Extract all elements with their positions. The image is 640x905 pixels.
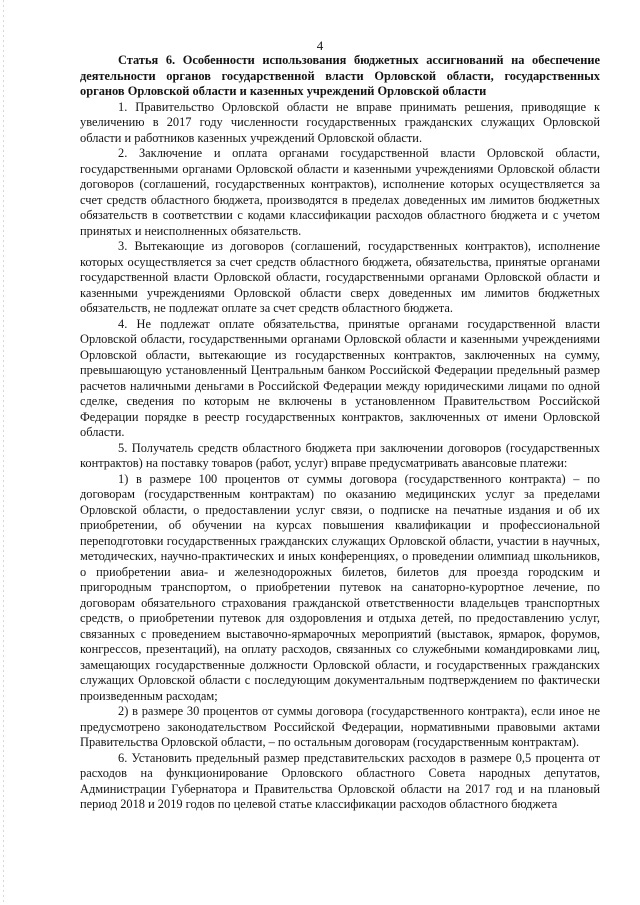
paragraph-5-item-1: 1) в размере 100 процентов от суммы договора (государственного контракта) – по договорам (государственным контрактам) по оказанию медицинских услуг за пределами Орловской области, о предоставлении услуг связи, о подписке на печатные издания и об их приобретении, об обучении на курсах повышения квалификации и профессиональной переподготовки государственных гражданских служащих Орловской области, участии в научных, методических, научно-практических и иных конференциях, о проведении олимпиад школьников, о приобретении авиа- и железнодорожных билетов, билетов для проезда городским и пригородным транспортом, о приобретении путевок на санаторно-курортное лечение, по договорам обязательного страхования гражданской ответственности владельцев транспортных средств, о приобретении путевок для оздоровления и отдыха детей, по предоставлению услуг, связанных с проведением выставочно-ярмарочных мероприятий (выставок, ярмарок, форумов, конгрессов, презентаций), на оплату расходов, связанных со служебными командировками лиц, замещающих государственные должности Орловской области, и государственных гражданских служащих Орловской области с последующим документальным подтверждением по фактически произведенным расходам; [80,471,600,703]
article-heading: Статья 6. Особенности использования бюджетных ассигнований на обеспечение деятельности органов государственной власти Орловской области, государственных органов Орловской области и казенных учреждений Орловской области [80,53,600,98]
page-number: 4 [316,38,324,53]
paragraph-6: 6. Установить предельный размер представительских расходов в размере 0,5 процента от расходов на функционирование Орловского областного Совета народных депутатов, Администрации Губернатора и Правительства Орловской области на 2017 год и на плановый период 2018 и 2019 годов по целевой статье классификации расходов областного бюджета [80,750,600,811]
scan-edge-line [3,0,4,905]
article-content [80,53,600,813]
paragraph-3: 3. Вытекающие из договоров (соглашений, государственных контрактов), исполнение которых осуществляется за счет средств областного бюджета, обязательства, принятые органами государственной власти Орловской области, государственными органами Орловской области и казенными учреждениями Орловской области сверх доведенных им лимитов бюджетных обязательств, не подлежат оплате за счет средств областного бюджета. [80,239,600,315]
paragraph-4: 4. Не подлежат оплате обязательства, принятые органами государственной власти Орловской области, государственными органами Орловской области и казенными учреждениями Орловской области, вытекающие из государственных контрактов, заключенных на сумму, превышающую установленный Центральным банком Российской Федерации предельный размер расчетов наличными деньгами в Российской Федерации между юридическими лицами по одной сделке, сведения по которым не включены в установленном Правительством Российской Федерации порядке в реестр государственных контрактов, заключенных от имени Орловской области. [80,316,600,439]
paragraph-1: 1. Правительство Орловской области не вправе принимать решения, приводящие к увеличению в 2017 году численности государственных гражданских служащих Орловской области и работников казенных учреждений Орловской области. [80,99,600,145]
paragraph-5: 5. Получатель средств областного бюджета при заключении договоров (государственных контрактов) на поставку товаров (работ, услуг) вправе предусматривать авансовые платежи: [80,440,600,470]
paragraph-5-item-2: 2) в размере 30 процентов от суммы договора (государственного контракта), если иное не предусмотрено законодательством Российской Федерации, нормативными правовыми актами Правительства Орловской области, – по остальным договорам (государственным контрактам). [80,704,600,749]
paragraph-2: 2. Заключение и оплата органами государственной власти Орловской области, государственными органами Орловской области и казенными учреждениями Орловской области договоров (соглашений, государственных контрактов), исполнение которых осуществляется за счет средств областного бюджета, производятся в пределах доведенных им лимитов бюджетных обязательств в соответствии с кодами классификации расходов областного бюджета и с учетом принятых и неисполненных обязательств. [80,146,600,238]
